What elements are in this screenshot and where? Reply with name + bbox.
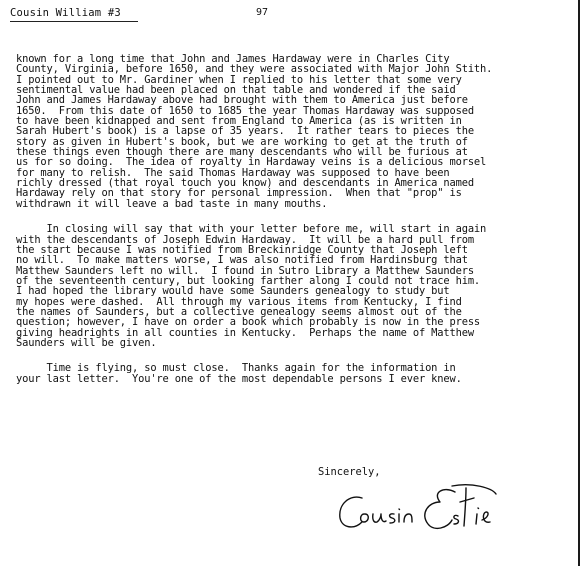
text-line: Saunders will be given.: [16, 336, 157, 349]
text-line: the names of Saunders, but a collective genealogy seems almost out of the: [16, 305, 462, 318]
text-line: my hopes were dashed. All through my various items from Kentucky, I find: [16, 295, 462, 308]
paragraph-1: [16, 54, 576, 209]
text-line: County, Virginia, before 1650, and they were associated with Major John Stith.: [16, 63, 493, 76]
paragraph-3: [16, 363, 576, 384]
text-line: to have been kidnapped and sent from England to America (as is written in: [16, 115, 462, 128]
text-line: Matthew Saunders left no will. I found in Sutro Library a Matthew Saunders: [16, 264, 474, 277]
text-line: story as given in Hubert's book, but we are working to get at the truth of: [16, 135, 468, 148]
text-line: giving headrights in all counties in Kentucky. Perhaps the name of Matthew: [16, 326, 474, 339]
text-line: Time is flying, so must close. Thanks again for the information in: [16, 362, 456, 375]
text-line: Hardaway rely on that story for personal impression. When that "prop" is: [16, 187, 462, 200]
text-line: these things even though there are many descendants who will be furious at: [16, 146, 468, 159]
text-line: I had hoped the library would have some Saunders genealogy to study but: [16, 285, 450, 298]
header-title: Cousin William #3: [10, 7, 121, 19]
text-line: known for a long time that John and James Hardaway were in Charles City: [16, 53, 450, 65]
handwritten-signature: [332, 480, 522, 550]
paragraph-2: [16, 224, 576, 348]
text-line: the start because I was notified from Breckinridge County that Joseph left: [16, 243, 468, 256]
text-line: question; however, I have on order a book which probably is now in the press: [16, 316, 481, 329]
closing-salutation: Sincerely,: [318, 466, 381, 478]
text-line: John and James Hardaway above had brought with them to America just before: [16, 94, 468, 107]
text-line: no will. To make matters worse, I was also notified from Hardinsburg that: [16, 254, 468, 267]
text-line: your last letter. You're one of the most dependable persons I ever knew.: [16, 372, 462, 385]
letter-body: [16, 54, 576, 384]
text-line: with the descendants of Joseph Edwin Hardaway. It will be a hard pull from: [16, 233, 474, 246]
text-line: In closing will say that with your letter before me, will start in again: [16, 223, 487, 236]
text-line: Sarah Hubert's book) is a lapse of 35 years. It rather tears to pieces the: [16, 125, 474, 138]
page-number: 97: [256, 7, 269, 18]
text-line: withdrawn it will leave a bad taste in many mouths.: [16, 197, 328, 210]
text-line: richly dressed (that royal touch you know) and descendants in America named: [16, 177, 474, 190]
header-title-underline: [10, 21, 138, 22]
text-line: sentimental value had been placed on that table and wondered if the said: [16, 84, 456, 97]
text-line: of the seventeenth century, but looking farther along I could not trace him.: [16, 274, 481, 287]
text-line: us for so doing. The idea of royalty in Hardaway veins is a delicious morsel: [16, 156, 487, 169]
text-line: for many to relish. The said Thomas Hardaway was supposed to have been: [16, 166, 450, 179]
text-line: I pointed out to Mr. Gardiner when I replied to his letter that some very: [16, 73, 462, 86]
text-line: 1650. From this date of 1650 to 1685 the year Thomas Hardaway was supposed: [16, 104, 474, 117]
